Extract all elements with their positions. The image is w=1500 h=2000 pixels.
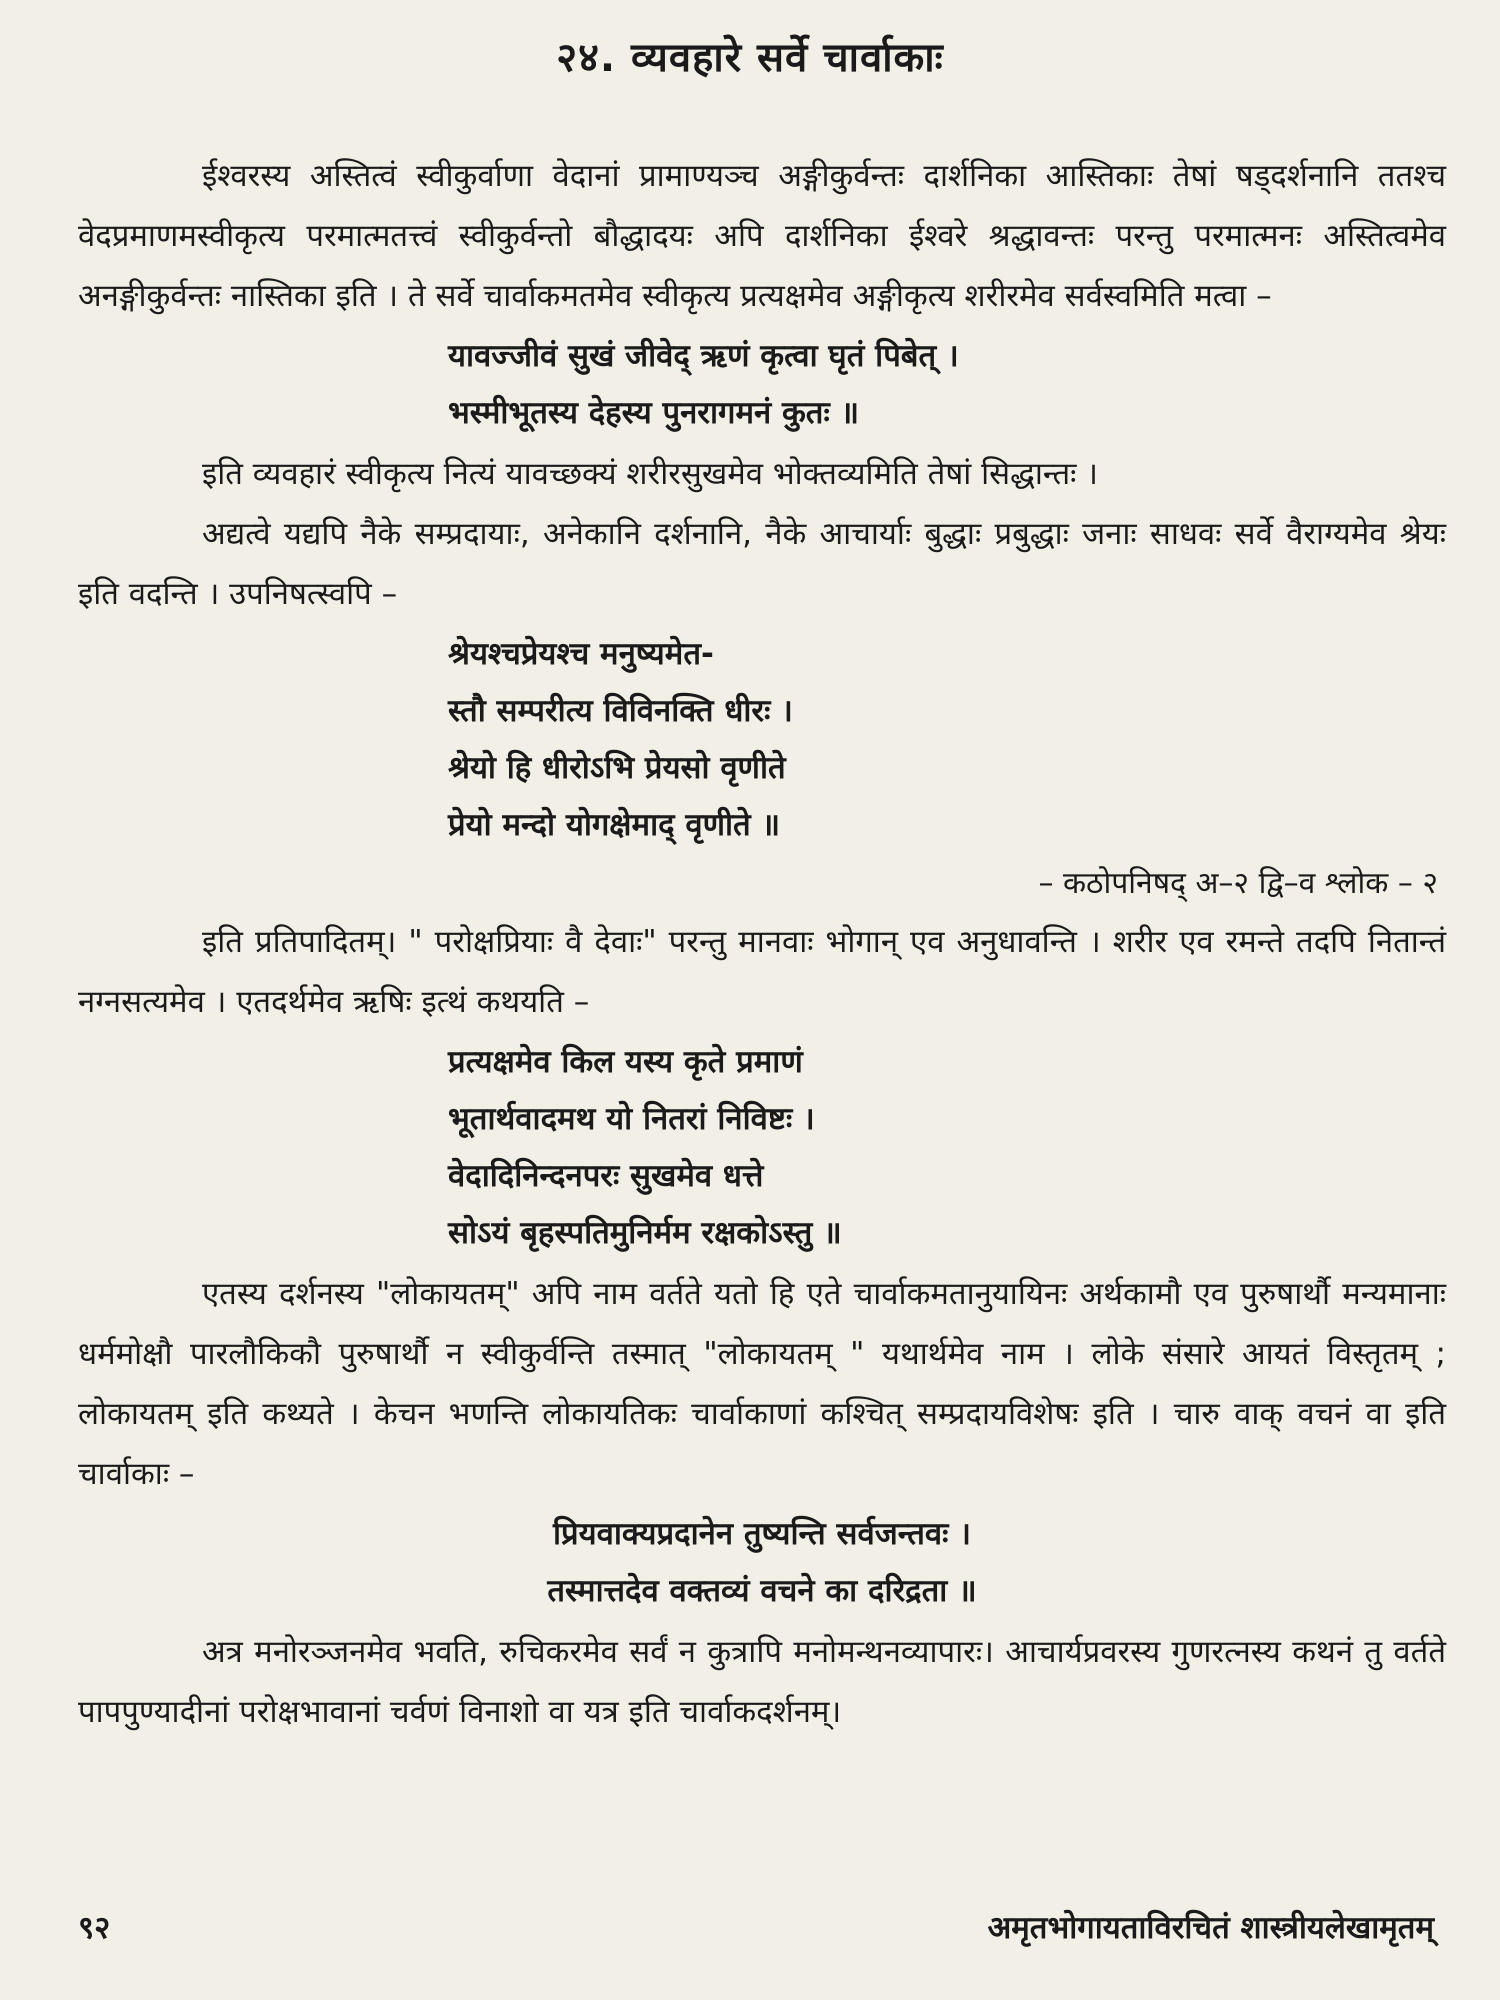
verse-4 [78,1506,1446,1620]
verse-reference: – कठोपनिषद् अ–२ द्वि–व श्लोक – २ [1038,866,1438,901]
verse-line: भूतार्थवादमथ यो नितरां निविष्टः । [448,1101,815,1137]
book-title: अमृतभोगायताविरचितं शास्त्रीयलेखामृतम् [987,1910,1434,1946]
verse-line: प्रियवाक्यप्रदानेन तुष्यन्ति सर्वजन्तवः । [553,1516,971,1552]
verse-line: यावज्जीवं सुखं जीवेद् ऋणं कृत्वा घृतं पिबेत् । [448,338,959,374]
verse-line: स्तौ सम्परीत्य विविनक्ति धीरः । [448,693,793,729]
verse-line: वेदादिनिन्दनपरः सुखमेव धत्ते [448,1158,764,1194]
paragraph-1: ईश्वरस्य अस्तित्वं स्वीकुर्वाणा वेदानां प्रामाण्यञ्च अङ्गीकुर्वन्तः दार्शनिका आस्तिकाः तेषां षड्दर्शनानि ततश्च वेदप्रमाणमस्वीकृत्य परमात्मतत्त्वं स्वीकुर्वन्तो बौद्धादयः अपि दार्शनिका ईश्वरे श्रद्धावन्तः परन्तु परमात्मनः अस्तित्वमेव अनङ्गीकुर्वन्तः नास्तिका इति । ते सर्वे चार्वाकमतमेव स्वीकृत्य प्रत्यक्षमेव अङ्गीकृत्य शरीरमेव सर्वस्वमिति मत्वा – [78,158,1446,314]
verse-1 [448,328,1446,442]
verse-line: तस्मात्तदेव वक्तव्यं वचने का दरिद्रता ॥ [547,1573,977,1609]
page-body [78,146,1446,1742]
paragraph-5: एतस्य दर्शनस्य "लोकायतम्" अपि नाम वर्तते यतो हि एते चार्वाकमतानुयायिनः अर्थकामौ एव पुरुषार्थौ मन्यमानाः धर्ममोक्षौ पारलौकिकौ पुरुषार्थौ न स्वीकुर्वन्ति तस्मात् "लोकायतम् " यथार्थमेव नाम । लोके संसारे आयतं विस्तृतम् ; लोकायतम् इति कथ्यते । केचन भणन्ति लोकायतिकः चार्वाकाणां कश्चित् सम्प्रदायविशेषः इति । चारु वाक् वचनं वा इति चार्वाकाः – [78,1276,1446,1492]
verse-line: भस्मीभूतस्य देहस्य पुनरागमनं कुतः ॥ [448,395,860,431]
paragraph-4: इति प्रतिपादितम्। " परोक्षप्रियाः वै देवाः" परन्तु मानवाः भोगान् एव अनुधावन्ति । शरीर एव रमन्ते तदपि नितान्तं नग्नसत्यमेव । एतदर्थमेव ऋषिः इत्थं कथयति – [78,924,1446,1020]
paragraph-2: इति व्यवहारं स्वीकृत्य नित्यं यावच्छक्यं शरीरसुखमेव भोक्तव्यमिति तेषां सिद्धान्तः । [202,456,1098,492]
paragraph-3: अद्यत्वे यद्यपि नैके सम्प्रदायाः, अनेकानि दर्शनानि, नैके आचार्याः बुद्धाः प्रबुद्धाः जनाः साधवः सर्वे वैराग्यमेव श्रेयः इति वदन्ति । उपनिषत्स्वपि – [78,516,1446,612]
page-footer [78,1906,1446,1956]
chapter-title: २४. व्यवहारे सर्वे चार्वाकाः [556,35,944,81]
verse-line: प्रेयो मन्दो योगक्षेमाद् वृणीते ॥ [448,807,781,843]
verse-line: सोऽयं बृहस्पतिमुनिर्मम रक्षकोऽस्तु ॥ [448,1215,842,1251]
verse-3 [448,1034,1446,1262]
verse-line: श्रेयश्चप्रेयश्च मनुष्यमेत- [448,636,714,672]
verse-line: श्रेयो हि धीरोऽभि प्रेयसो वृणीते [448,750,786,786]
paragraph-6: अत्र मनोरञ्जनमेव भवति, रुचिकरमेव सर्वं न कुत्रापि मनोमन्थनव्यापारः। आचार्यप्रवरस्य गुणरत्नस्य कथनं तु वर्तते पापपुण्यादीनां परोक्षभावानां चर्वणं विनाशो वा यत्र इति चार्वाकदर्शनम्। [78,1634,1446,1730]
verse-2 [448,626,1446,854]
page-number: ९२ [78,1910,111,1946]
verse-line: प्रत्यक्षमेव किल यस्य कृते प्रमाणं [448,1044,803,1080]
